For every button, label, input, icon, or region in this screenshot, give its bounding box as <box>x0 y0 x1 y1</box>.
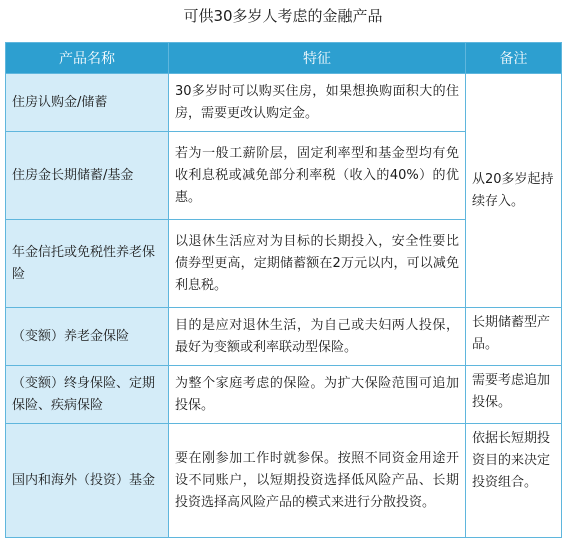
feature-cell: 以退休生活应对为目标的长期投入，安全性要比债券型更高，定期储蓄额在2万元以内，可以减免利息税。 <box>169 220 466 308</box>
feature-cell: 为整个家庭考虑的保险。为扩大保险范围可追加投保。 <box>169 366 466 424</box>
product-name-cell: 住房认购金/储蓄 <box>6 74 169 132</box>
note-cell: 从20多岁起持续存入。 <box>466 74 562 308</box>
feature-cell: 若为一般工薪阶层，固定利率型和基金型均有免收利息税或减免部分利率税（收入的40%）的优惠。 <box>169 132 466 220</box>
header-features: 特征 <box>169 43 466 74</box>
table-row <box>6 366 562 424</box>
note-cell: 需要考虑追加投保。 <box>466 366 562 424</box>
feature-cell: 目的是应对退休生活，为自己或夫妇两人投保，最好为变额或利率联动型保险。 <box>169 308 466 366</box>
table-row <box>6 308 562 366</box>
product-name-cell: 年金信托或免税性养老保险 <box>6 220 169 308</box>
note-cell: 长期储蓄型产品。 <box>466 308 562 366</box>
feature-cell: 30多岁时可以购买住房，如果想换购面积大的住房，需要更改认购定金。 <box>169 74 466 132</box>
header-product-name: 产品名称 <box>6 43 169 74</box>
header-notes: 备注 <box>466 43 562 74</box>
product-name-cell: （变额）养老金保险 <box>6 308 169 366</box>
product-name-cell: 国内和海外（投资）基金 <box>6 424 169 538</box>
financial-products-table <box>5 42 562 538</box>
table-header-row <box>6 43 562 74</box>
page-title: 可供30多岁人考虑的金融产品 <box>183 7 383 25</box>
table-row <box>6 74 562 132</box>
product-name-cell: （变额）终身保险、定期保险、疾病保险 <box>6 366 169 424</box>
note-cell: 依据长短期投资目的来决定投资组合。 <box>466 424 562 538</box>
product-name-cell: 住房金长期储蓄/基金 <box>6 132 169 220</box>
table-row <box>6 424 562 538</box>
feature-cell: 要在刚参加工作时就参保。按照不同资金用途开设不同账户，以短期投资选择低风险产品、长期投资选择高风险产品的模式来进行分散投资。 <box>169 424 466 538</box>
